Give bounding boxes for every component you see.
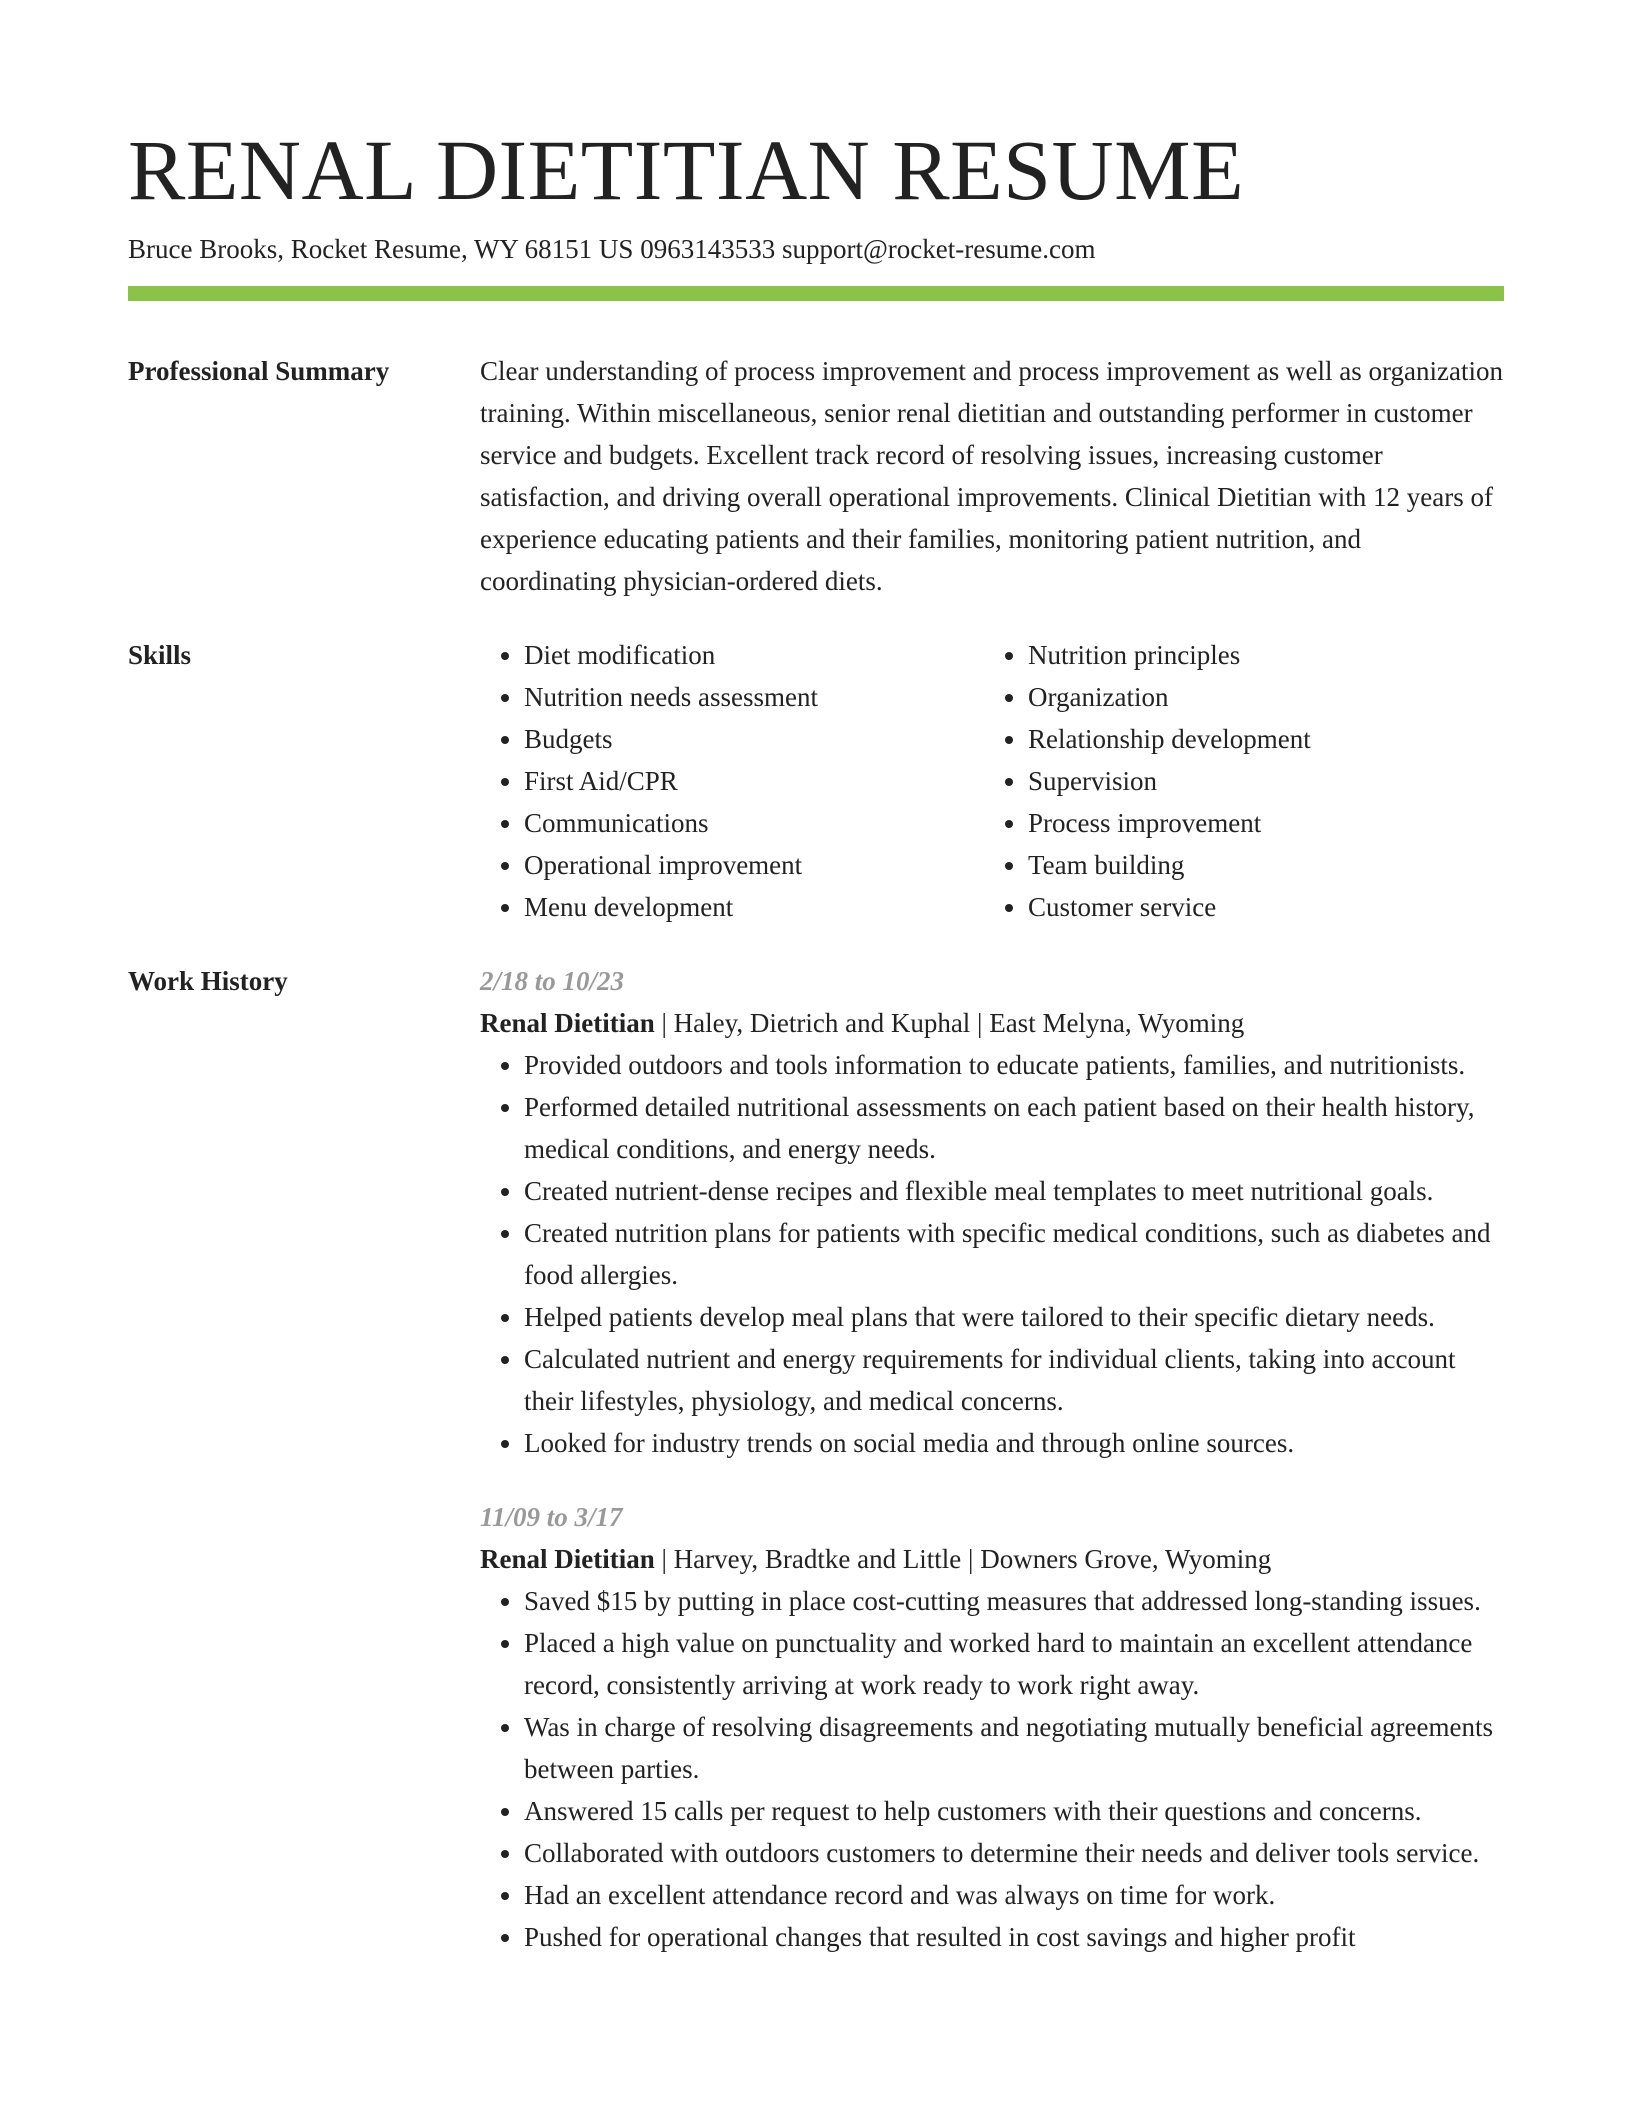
job-bullet-item: • Provided outdoors and tools information to educate patients, families, and nutritionists. [524, 1044, 1504, 1086]
skill-item: • Menu development [524, 886, 984, 928]
skill-item: • Nutrition needs assessment [524, 676, 984, 718]
job-bullet-item: • Was in charge of resolving disagreements and negotiating mutually beneficial agreements between parties. [524, 1706, 1504, 1790]
skills-column-left [480, 634, 984, 928]
skill-item: • Team building [1028, 844, 1488, 886]
job-employer-location: | Harvey, Bradtke and Little | Downers Grove, Wyoming [654, 1544, 1272, 1574]
job-bullets [480, 1044, 1504, 1464]
job-bullet-item: • Collaborated with outdoors customers to determine their needs and deliver tools service. [524, 1832, 1504, 1874]
job-bullet-item: • Saved $15 by putting in place cost-cutting measures that addressed long-standing issues. [524, 1580, 1504, 1622]
skill-item: • Communications [524, 802, 984, 844]
section-label-skills: Skills [128, 640, 192, 670]
skill-item: • Customer service [1028, 886, 1488, 928]
contact-line: Bruce Brooks, Rocket Resume, WY 68151 US 0963143533 support@rocket-resume.com [128, 234, 1096, 264]
job-heading [480, 1538, 1504, 1580]
skills-list-left [480, 634, 984, 928]
skills-list-right [984, 634, 1488, 928]
skill-item: • Diet modification [524, 634, 984, 676]
accent-divider [128, 286, 1504, 301]
skill-item: • Nutrition principles [1028, 634, 1488, 676]
summary-body [480, 350, 1504, 602]
job-dates: 2/18 to 10/23 [480, 966, 625, 996]
resume-title: RENAL DIETITIAN RESUME [128, 122, 1245, 218]
skill-item: • Supervision [1028, 760, 1488, 802]
skill-item: • Relationship development [1028, 718, 1488, 760]
work-history-body [480, 960, 1504, 1958]
job-bullet-item: • Had an excellent attendance record and was always on time for work. [524, 1874, 1504, 1916]
job-bullet-item: • Placed a high value on punctuality and worked hard to maintain an excellent attendance record, consistently arriving at work ready to work right away. [524, 1622, 1504, 1706]
skill-item: • Operational improvement [524, 844, 984, 886]
job-role: Renal Dietitian [480, 1008, 655, 1038]
skills-body [480, 634, 1504, 928]
section-label-summary: Professional Summary [128, 356, 390, 386]
job-bullet-item: • Answered 15 calls per request to help customers with their questions and concerns. [524, 1790, 1504, 1832]
job-entry [480, 960, 1504, 1464]
skills-column-right [984, 634, 1488, 928]
section-label-work-history: Work History [128, 966, 288, 996]
job-bullet-item: • Performed detailed nutritional assessments on each patient based on their health history, medical conditions, and energy needs. [524, 1086, 1504, 1170]
job-heading [480, 1002, 1504, 1044]
job-employer-location: | Haley, Dietrich and Kuphal | East Melyna, Wyoming [654, 1008, 1245, 1038]
job-bullet-item: • Pushed for operational changes that resulted in cost savings and higher profit [524, 1916, 1504, 1958]
job-bullet-item: • Helped patients develop meal plans that were tailored to their specific dietary needs. [524, 1296, 1504, 1338]
skill-item: • Process improvement [1028, 802, 1488, 844]
job-bullets [480, 1580, 1504, 1958]
job-role: Renal Dietitian [480, 1544, 655, 1574]
job-dates: 11/09 to 3/17 [480, 1502, 623, 1532]
skill-item: • Organization [1028, 676, 1488, 718]
job-bullet-item: • Created nutrient-dense recipes and flexible meal templates to meet nutritional goals. [524, 1170, 1504, 1212]
job-entry [480, 1496, 1504, 1958]
skill-item: • Budgets [524, 718, 984, 760]
job-bullet-item: • Created nutrition plans for patients with specific medical conditions, such as diabetes and food allergies. [524, 1212, 1504, 1296]
job-bullet-item: • Looked for industry trends on social media and through online sources. [524, 1422, 1504, 1464]
skill-item: • First Aid/CPR [524, 760, 984, 802]
job-bullet-item: • Calculated nutrient and energy requirements for individual clients, taking into account their lifestyles, physiology, and medical concerns. [524, 1338, 1504, 1422]
summary-text: Clear understanding of process improvement and process improvement as well as organization training. Within miscellaneous, senior renal dietitian and outstanding performer in customer service and budgets. Excellent track record of resolving issues, increasing customer satisfaction, and driving overall operational improvements. Clinical Dietitian with 12 years of experience educating patients and their families, monitoring patient nutrition, and coordinating physician-ordered diets. [480, 356, 1503, 596]
